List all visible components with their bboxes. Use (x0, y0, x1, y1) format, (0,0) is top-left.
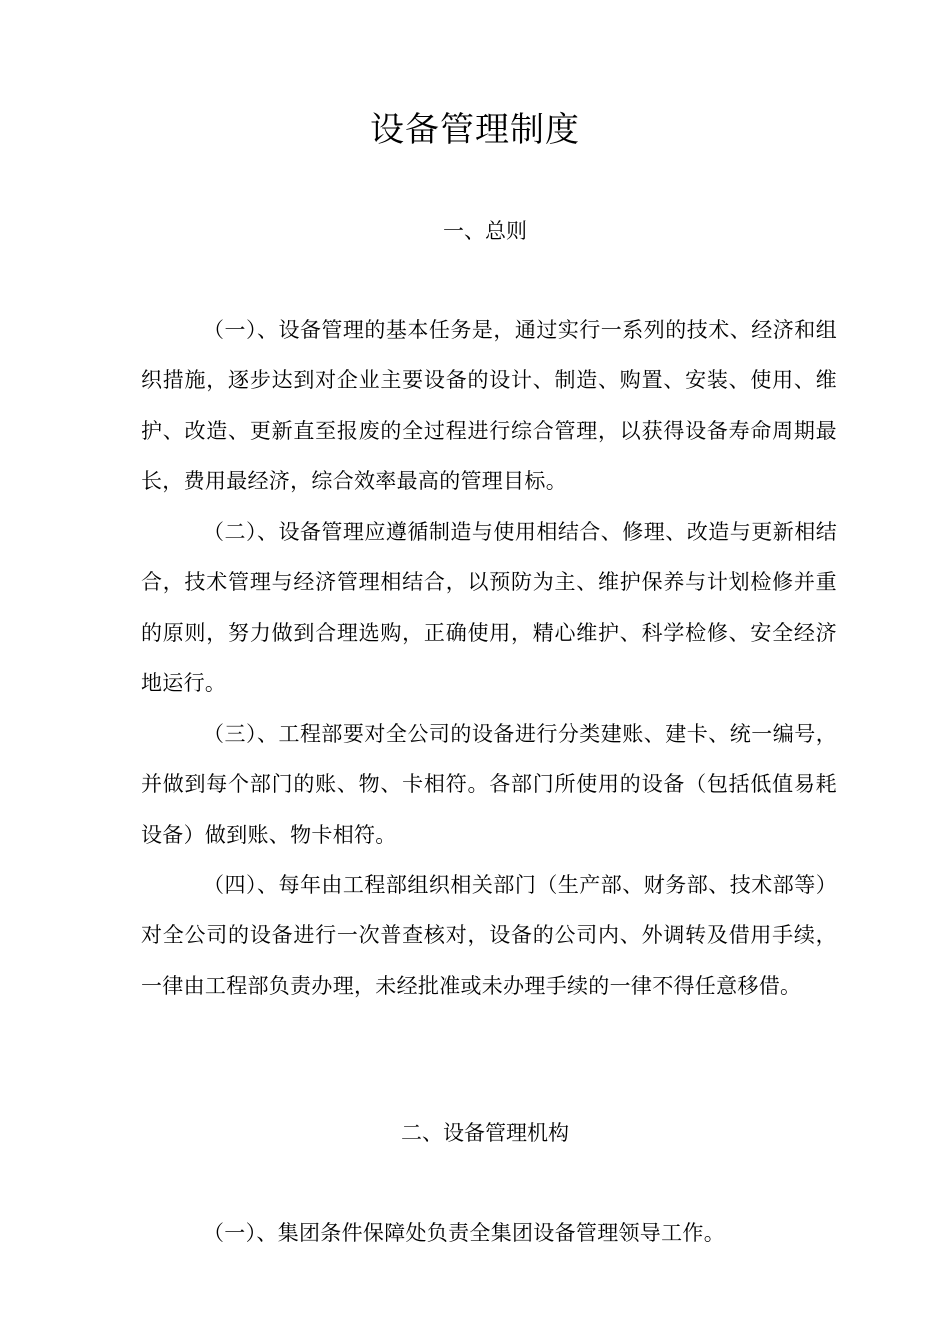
paragraph: （三）、工程部要对全公司的设备进行分类建账、建卡、统一编号，并做到每个部门的账、物、卡相符。各部门所使用的设备（包括低值易耗设备）做到账、物卡相符。 (141, 722, 837, 847)
paragraph: （一）、设备管理的基本任务是，通过实行一系列的技术、经济和组织措施，逐步达到对企业主要设备的设计、制造、购置、安装、使用、维护、改造、更新直至报废的全过程进行综合管理，以获得设备寿命周期最长，费用最经济，综合效率最高的管理目标。 (141, 318, 837, 494)
document-title: 设备管理制度 (370, 110, 580, 150)
paragraph: （二）、设备管理应遵循制造与使用相结合、修理、改造与更新相结合，技术管理与经济管理相结合，以预防为主、维护保养与计划检修并重的原则，努力做到合理选购，正确使用，精心维护、科学检修、安全经济地运行。 (141, 520, 837, 696)
section-heading-general: 一、总则 (443, 219, 527, 243)
paragraph: （一）、集团条件保障处负责全集团设备管理领导工作。 (203, 1221, 725, 1245)
section-heading-organization: 二、设备管理机构 (401, 1121, 569, 1145)
paragraph: （四）、每年由工程部组织相关部门（生产部、财务部、技术部等）对全公司的设备进行一次普查核对，设备的公司内、外调转及借用手续，一律由工程部负责办理，未经批准或未办理手续的一律不得任意移借。 (141, 873, 837, 998)
